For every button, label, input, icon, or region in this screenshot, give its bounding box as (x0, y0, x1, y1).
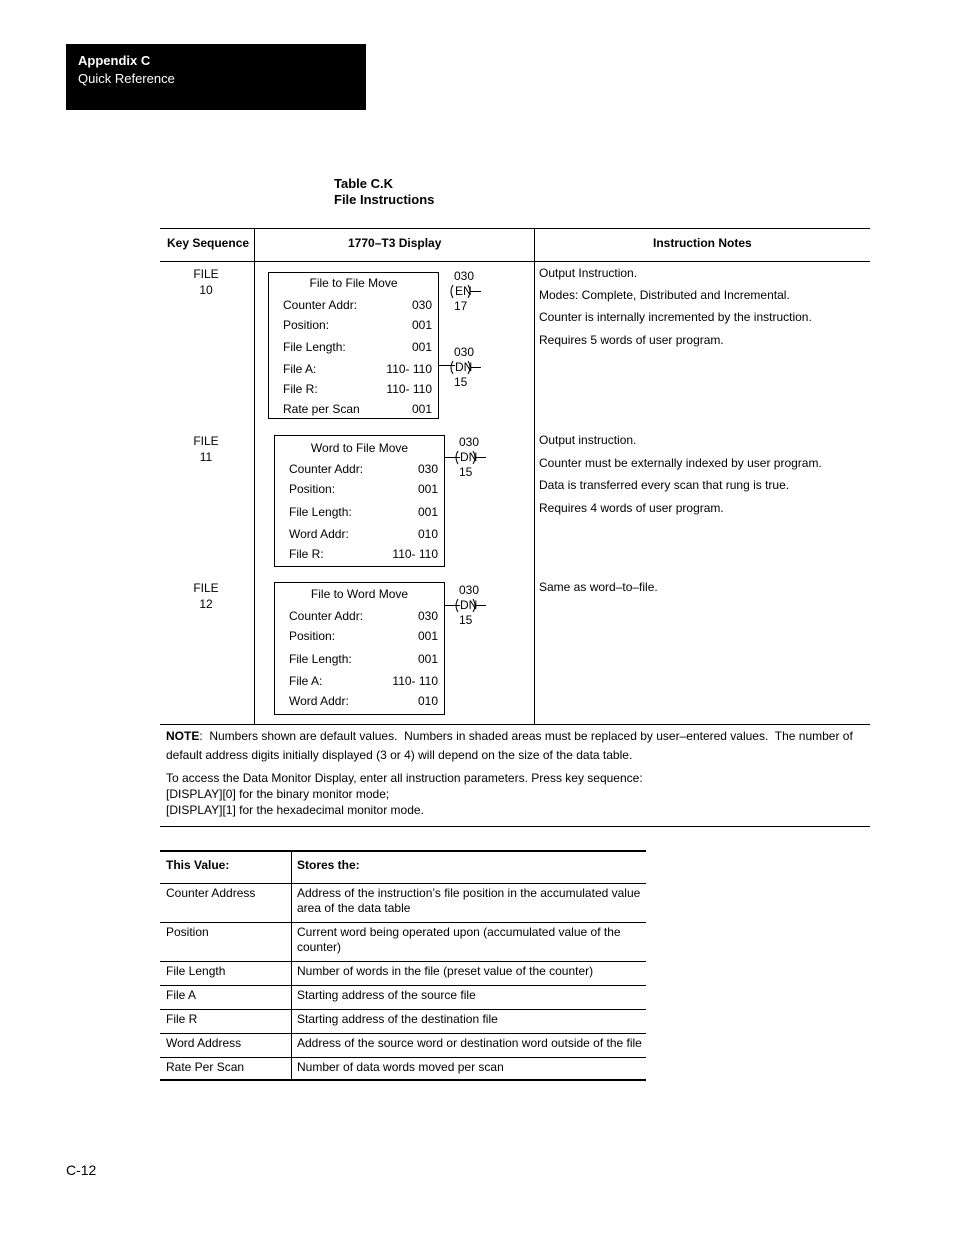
field-value: 110- 110 (386, 382, 432, 396)
row-rule (160, 1033, 646, 1034)
coil-bit: DN (460, 450, 478, 464)
box-title: File to Word Move (310, 587, 409, 601)
col-divider-2 (534, 228, 535, 724)
coil-address: 030 (459, 435, 480, 449)
table-top-rule (160, 228, 870, 229)
instruction-note: Requires 4 words of user program. (539, 501, 724, 515)
coil-number: 15 (459, 465, 473, 479)
key-label: FILE (193, 581, 219, 595)
key-sequence-file10 (160, 266, 252, 298)
display-box-word-to-file (274, 435, 445, 567)
coil-link-line (445, 605, 460, 606)
coil-address: 030 (454, 345, 475, 359)
description-line: Address of the instruction’s file position in the accumulated value (297, 886, 641, 900)
field-value: 001 (417, 482, 438, 496)
coil-symbol (459, 450, 479, 465)
values-col-divider (291, 850, 292, 1081)
note-label: NOTE (166, 729, 200, 743)
coil-number: 17 (454, 299, 468, 313)
row-rule (160, 922, 646, 923)
values-bottom-rule (160, 1079, 646, 1081)
row-rule (160, 985, 646, 986)
coil-dn (454, 345, 474, 390)
key-sequence-file12 (160, 580, 252, 612)
field-value: 010 (417, 694, 438, 708)
field-value: 001 (417, 505, 438, 519)
instruction-note: Requires 5 words of user program. (539, 333, 724, 347)
col-header-key: Key Sequence (167, 236, 250, 250)
description-line: Current word being operated upon (accumulated value of the (297, 925, 621, 939)
instruction-note: Same as word–to–file. (539, 580, 658, 594)
key-label: FILE (193, 434, 219, 448)
coil-dn (459, 435, 479, 480)
value-name: File Length (166, 964, 226, 978)
coil-address: 030 (454, 269, 475, 283)
key-code: 12 (199, 597, 213, 611)
value-name: Position (166, 925, 209, 939)
value-name: File A (166, 988, 197, 1002)
instruction-note: Counter is internally incremented by the instruction. (539, 310, 812, 324)
field-label: File R: (289, 547, 324, 561)
field-label: Counter Addr: (289, 462, 364, 476)
values-header-rule (160, 883, 646, 884)
field-label: Word Addr: (289, 527, 349, 541)
note-text: [DISPLAY][1] for the hexadecimal monitor mode. (166, 803, 424, 817)
field-label: Counter Addr: (283, 298, 358, 312)
field-label: Word Addr: (289, 694, 349, 708)
value-description: Starting address of the source file (297, 988, 476, 1002)
body-bottom-rule (160, 724, 870, 725)
table-title: File Instructions (334, 192, 435, 207)
key-code: 11 (199, 450, 213, 464)
coil-symbol (454, 360, 474, 375)
value-description (297, 886, 640, 916)
value-name: Word Address (166, 1036, 242, 1050)
section-title: Quick Reference (78, 71, 175, 86)
key-sequence-file11 (160, 433, 252, 465)
values-header-stores: Stores the: (297, 858, 360, 872)
value-name: File R (166, 1012, 198, 1026)
field-value: 110- 110 (392, 547, 438, 561)
coil-number: 15 (454, 375, 468, 389)
field-value: 001 (417, 652, 438, 666)
coil-bit: DN (455, 360, 473, 374)
field-value: 001 (411, 340, 432, 354)
values-table (160, 850, 646, 1081)
coil-en (454, 269, 474, 314)
instruction-note: Output instruction. (539, 433, 637, 447)
field-label: File R: (283, 382, 318, 396)
coil-dn (459, 583, 479, 628)
field-value: 001 (411, 318, 432, 332)
coil-bit: EN (455, 284, 472, 298)
field-label: File A: (289, 674, 323, 688)
instruction-note: Counter must be externally indexed by user program. (539, 456, 822, 470)
field-label: Position: (289, 629, 336, 643)
value-name: Rate Per Scan (166, 1060, 245, 1074)
box-title: File to File Move (309, 276, 398, 290)
instruction-note: Modes: Complete, Distributed and Incremental. (539, 288, 790, 302)
value-description: Number of words in the file (preset value of the counter) (297, 964, 594, 978)
value-description: Starting address of the destination file (297, 1012, 498, 1026)
note-text: [DISPLAY][0] for the binary monitor mode; (166, 787, 390, 801)
value-description: Address of the source word or destination word outside of the file (297, 1036, 642, 1050)
row-rule (160, 961, 646, 962)
description-line: area of the data table (297, 901, 411, 915)
note-text: default address digits initially displayed (3 or 4) will depend on the size of the data table. (166, 748, 633, 762)
note-text: : Numbers shown are default values. Numbers in shaded areas must be replaced by user–entered values. The number of (199, 729, 853, 743)
key-label: FILE (193, 267, 219, 281)
field-value: 030 (411, 298, 432, 312)
coil-symbol (459, 598, 479, 613)
row-rule (160, 1009, 646, 1010)
coil-number: 15 (459, 613, 473, 627)
field-value: 010 (417, 527, 438, 541)
field-label: Rate per Scan (283, 402, 360, 416)
field-value: 030 (417, 609, 438, 623)
field-label: File Length: (289, 505, 352, 519)
value-description: Number of data words moved per scan (297, 1060, 504, 1074)
description-line: counter) (297, 940, 342, 954)
display-box-file-to-word (274, 582, 445, 715)
file-instructions-table (160, 228, 870, 827)
appendix-title: Appendix C (78, 53, 151, 68)
field-label: File Length: (283, 340, 346, 354)
instruction-note: Data is transferred every scan that rung is true. (539, 478, 790, 492)
field-label: Position: (289, 482, 336, 496)
display-box-file-to-file (268, 272, 439, 419)
field-label: File Length: (289, 652, 352, 666)
row-rule (160, 1057, 646, 1058)
values-header-value: This Value: (166, 858, 230, 872)
field-label: File A: (283, 362, 317, 376)
field-value: 001 (411, 402, 432, 416)
field-label: Position: (283, 318, 330, 332)
coil-link-line (445, 457, 460, 458)
field-value: 001 (417, 629, 438, 643)
instruction-note: Output Instruction. (539, 266, 638, 280)
header-rule (160, 261, 870, 262)
values-top-rule (160, 850, 646, 852)
note-paragraph (166, 729, 853, 744)
table-caption (334, 176, 434, 208)
field-value: 110- 110 (386, 362, 432, 376)
field-value: 110- 110 (392, 674, 438, 688)
note-text: To access the Data Monitor Display, enter all instruction parameters. Press key sequence: (166, 771, 643, 785)
note-bottom-rule (160, 826, 870, 827)
page-number: C-12 (66, 1162, 97, 1178)
key-code: 10 (199, 283, 213, 297)
field-value: 030 (417, 462, 438, 476)
table-id: Table C.K (334, 176, 393, 191)
page-header (66, 44, 366, 110)
coil-symbol (454, 284, 474, 299)
col-header-notes: Instruction Notes (653, 236, 752, 250)
field-label: Counter Addr: (289, 609, 364, 623)
value-name: Counter Address (166, 886, 256, 900)
col-header-display: 1770–T3 Display (348, 236, 442, 250)
coil-address: 030 (459, 583, 480, 597)
box-title: Word to File Move (310, 441, 409, 455)
value-description (297, 925, 621, 955)
coil-bit: DN (460, 598, 478, 612)
col-divider-1 (254, 228, 255, 724)
